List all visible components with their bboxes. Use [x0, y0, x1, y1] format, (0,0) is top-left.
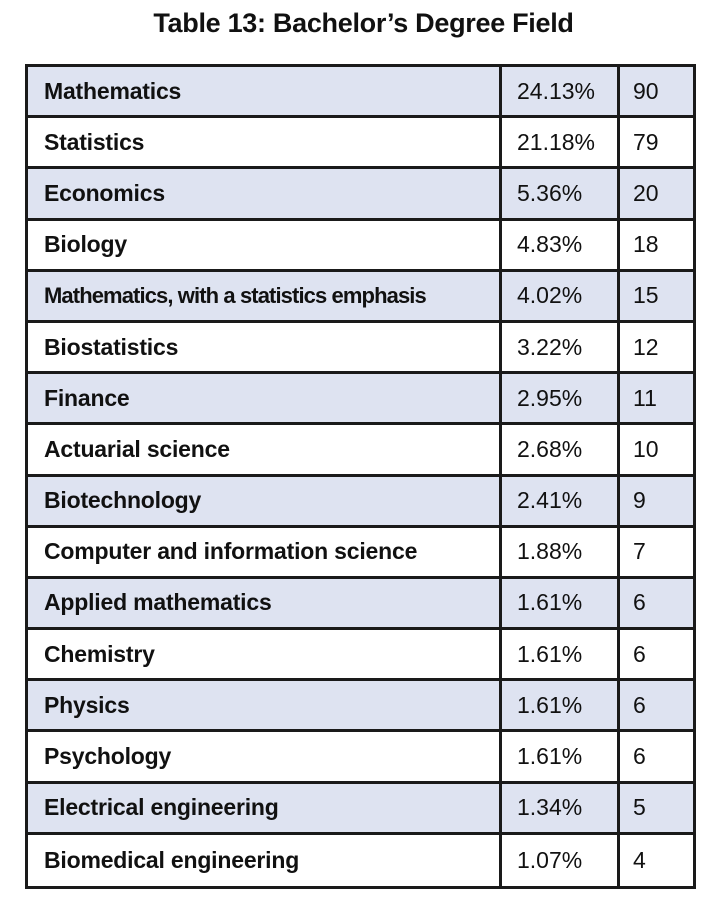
table-row	[28, 67, 693, 118]
percent-cell: 1.88%	[502, 528, 620, 576]
percent-cell: 1.07%	[502, 835, 620, 886]
field-cell: Physics	[28, 681, 502, 729]
count-cell: 6	[633, 589, 646, 616]
count-cell: 90	[633, 77, 659, 104]
table-row	[28, 374, 693, 425]
table-row	[28, 630, 693, 681]
field-cell: Computer and information science	[28, 528, 502, 576]
count-cell: 15	[633, 282, 659, 309]
table-title: Table 13: Bachelor’s Degree Field	[153, 8, 574, 38]
table-row	[28, 835, 693, 886]
field-cell: Actuarial science	[28, 425, 502, 473]
table-row	[28, 221, 693, 272]
table-row	[28, 272, 693, 323]
field-cell: Electrical engineering	[28, 784, 502, 832]
count-cell: 4	[633, 846, 646, 873]
percent-cell: 2.41%	[502, 477, 620, 525]
table-row	[28, 118, 693, 169]
field-cell: Mathematics, with a statistics emphasis	[28, 272, 502, 320]
count-cell: 6	[633, 691, 646, 718]
percent-cell: 1.34%	[502, 784, 620, 832]
degree-field-table	[25, 64, 696, 889]
percent-cell: 4.02%	[502, 272, 620, 320]
count-cell: 10	[633, 435, 659, 462]
percent-cell: 2.95%	[502, 374, 620, 422]
field-cell: Biomedical engineering	[28, 835, 502, 886]
field-cell: Applied mathematics	[28, 579, 502, 627]
count-cell: 11	[633, 384, 657, 411]
count-cell: 79	[633, 128, 659, 155]
table-row	[28, 579, 693, 630]
count-cell: 6	[633, 640, 646, 667]
percent-cell: 5.36%	[502, 169, 620, 217]
table-row	[28, 528, 693, 579]
count-cell: 7	[633, 538, 646, 565]
table-row	[28, 169, 693, 220]
count-cell: 12	[633, 333, 659, 360]
field-cell: Mathematics	[28, 67, 502, 115]
percent-cell: 4.83%	[502, 221, 620, 269]
table-row	[28, 425, 693, 476]
count-cell: 20	[633, 179, 659, 206]
count-cell: 18	[633, 231, 659, 258]
percent-cell: 1.61%	[502, 732, 620, 780]
field-cell: Biology	[28, 221, 502, 269]
field-cell: Statistics	[28, 118, 502, 166]
table-row	[28, 323, 693, 374]
percent-cell: 1.61%	[502, 681, 620, 729]
field-cell: Biotechnology	[28, 477, 502, 525]
percent-cell: 1.61%	[502, 630, 620, 678]
table-row	[28, 784, 693, 835]
percent-cell: 3.22%	[502, 323, 620, 371]
percent-cell: 1.61%	[502, 579, 620, 627]
count-cell: 9	[633, 487, 646, 514]
count-cell: 5	[633, 794, 646, 821]
field-cell: Psychology	[28, 732, 502, 780]
table-row	[28, 681, 693, 732]
percent-cell: 24.13%	[502, 67, 620, 115]
field-cell: Biostatistics	[28, 323, 502, 371]
field-cell: Finance	[28, 374, 502, 422]
count-cell: 6	[633, 743, 646, 770]
table-row	[28, 477, 693, 528]
percent-cell: 2.68%	[502, 425, 620, 473]
field-cell: Chemistry	[28, 630, 502, 678]
field-cell: Economics	[28, 169, 502, 217]
percent-cell: 21.18%	[502, 118, 620, 166]
table-row	[28, 732, 693, 783]
